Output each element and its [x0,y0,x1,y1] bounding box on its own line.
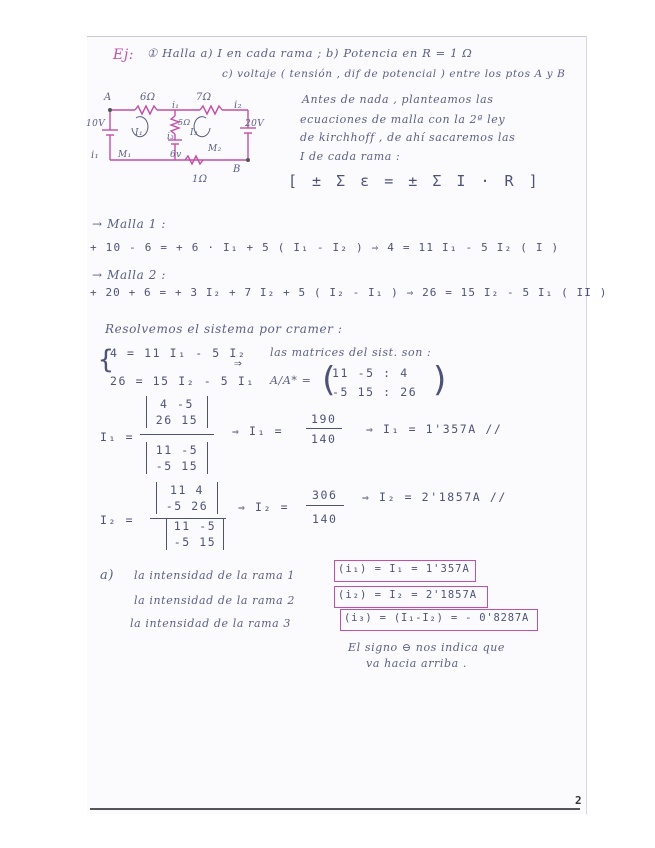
current-i2-top-label: i₂ [234,100,243,111]
resistor-1ohm-label: 1Ω [192,174,208,185]
matrices-text: las matrices del sist. son : [270,346,432,359]
question-part-a-b: ① Halla a) I en cada rama ; b) Potencia en R = 1 Ω [147,46,473,60]
intro-line-3: de kirchhoff , de ahí sacaremos las [300,131,516,144]
mesh-m2-label: M₂ [208,144,222,154]
i1-frac-den: 140 [311,432,337,446]
i1-result-fraction-line [306,428,342,429]
i2-result-fraction-line [306,505,344,506]
i2-frac-num: 306 [312,488,338,502]
rama2-answer: (i₂) = I₂ = 2'1857A [338,589,478,601]
page-bottom-rule [90,808,580,810]
battery-10v-label: 10V [86,119,106,129]
answer-a-label: a) [100,568,115,583]
mesh-current-i1-label: I₁ [135,128,143,138]
i2-arrow-1: ⇒ I₂ = [238,500,290,514]
i1-fraction-line [140,434,214,435]
battery-20v-label: 20V [245,119,265,129]
current-i1-label: i₁ [91,150,100,161]
system-brace: { [98,345,114,375]
mesh2-heading: → Malla 2 : [92,268,167,282]
page-number: 2 [575,794,582,807]
exercise-label: Ej: [113,47,135,63]
intro-line-2: ecuaciones de malla con la 2ª ley [300,113,506,126]
mesh2-equation: + 20 + 6 = + 3 I₂ + 7 I₂ + 5 ( I₂ - I₁ ) ⇒ 26 = 15 I₂ - 5 I₁ ( II ) [90,286,608,299]
sign-note-line-2: va hacia arriba . [366,657,468,670]
mesh-m1-label: M₁ [118,150,132,160]
intro-line-1: Antes de nada , planteamos las [302,93,494,106]
i2-den-row-1: 11 -5 [173,519,217,533]
i2-frac-den: 140 [312,512,338,526]
resistor-7ohm-label: 7Ω [196,92,212,103]
i1-denominator-determinant [146,442,208,474]
rama2-text: la intensidad de la rama 2 [134,594,296,607]
system-arrow: ⇒ [234,356,244,371]
i1-label: I₁ = [100,430,135,444]
i2-den-row-2: -5 15 [173,535,217,549]
intro-line-4: I de cada rama : [300,150,401,163]
i1-numerator-determinant [146,396,208,428]
matrix-label: A/A* = [270,374,312,387]
i2-label: I₂ = [100,513,135,527]
mesh1-heading: → Malla 1 : [92,217,167,231]
rama3-text: la intensidad de la rama 3 [130,617,292,630]
i1-den-row-1: 11 -5 [155,443,199,457]
kirchhoff-formula: [ ± Σ ε = ± Σ I · R ] [288,172,541,190]
i1-num-row-1: 4 -5 [159,397,195,411]
page-edge-top [87,36,587,37]
rama3-answer: (i₃) = (I₁-I₂) = - 0'8287A [344,612,530,624]
system-heading: Resolvemos el sistema por cramer : [105,322,343,336]
i1-den-row-2: -5 15 [155,459,199,473]
i1-num-row-2: 26 15 [155,413,199,427]
i1-arrow-1: ⇒ I₁ = [232,424,284,438]
question-part-c: c) voltaje ( tensión , dif de potencial ) entre los ptos A y B [222,68,566,80]
matrix-row-2: -5 15 : 26 [332,385,418,399]
sign-note-line-1: El signo ⊖ nos indica que [348,641,506,654]
mesh1-equation: + 10 - 6 = + 6 · I₁ + 5 ( I₁ - I₂ ) ⇒ 4 = 11 I₁ - 5 I₂ ( I ) [90,241,560,254]
resistor-5ohm-label: 5Ω [178,118,191,127]
matrix-right-paren: ) [430,360,451,400]
i1-result: ⇒ I₁ = 1'357A // [366,422,503,436]
rama1-answer: (i₁) = I₁ = 1'357A [338,563,470,575]
current-i3-label: i₃ [167,132,175,142]
node-a-label: A [104,92,112,103]
system-eq2: 26 = 15 I₂ - 5 I₁ [110,374,255,388]
i1-frac-num: 190 [311,412,337,426]
i2-numerator-determinant [156,482,218,514]
node-b-label: B [233,164,241,175]
system-eq1: 4 = 11 I₁ - 5 I₂ [110,346,247,360]
matrix-row-1: 11 -5 : 4 [332,366,409,380]
i2-num-row-2: -5 26 [165,499,209,513]
page-edge-right [586,36,587,814]
matrix-left-paren: ( [318,360,339,400]
rama1-text: la intensidad de la rama 1 [134,569,296,582]
mesh-current-i2-label: I₂ [190,128,198,138]
i2-num-row-1: 11 4 [169,483,205,497]
current-i1-top-label: i₁ [172,101,180,111]
i2-result: ⇒ I₂ = 2'1857A // [362,490,507,504]
resistor-6ohm-label: 6Ω [140,92,156,103]
battery-6v-label: 6v [170,150,182,160]
i2-denominator-determinant [166,518,224,550]
